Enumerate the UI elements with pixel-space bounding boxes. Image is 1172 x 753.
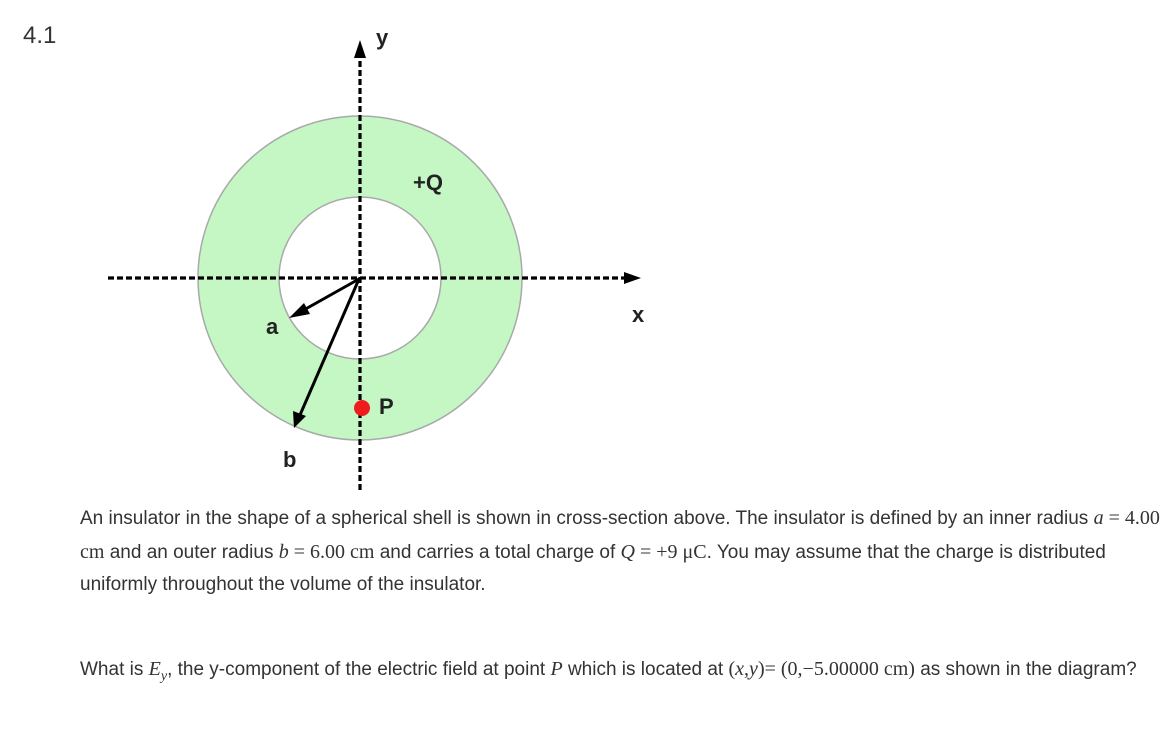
intro-text-3: and carries a total charge of (374, 541, 621, 563)
intro-text-1: An insulator in the shape of a spherical shell is shown in cross-section above. The insulator is defined by an inner radius (80, 508, 1094, 529)
e-variable: E (148, 658, 161, 680)
coordinate-value: = (0,−5.00000 cm) (764, 658, 915, 680)
charge-value: = +9 μC (635, 540, 707, 563)
e-subscript: y (160, 669, 168, 684)
y-variable: y (749, 658, 758, 680)
charge-expression (621, 541, 707, 563)
coord-open: ( (728, 658, 736, 680)
coordinate-expression (728, 658, 914, 680)
outer-radius-value: = 6.00 cm (288, 540, 375, 563)
outer-radius-label: b (283, 447, 297, 472)
question-text-3: which is located at (562, 659, 729, 680)
point-p-marker (354, 400, 370, 416)
coord-close: ) (757, 658, 765, 680)
intro-text-4: . You may assume that the charge is distributed uniformly throughout the volume of the insulator. (80, 541, 1106, 595)
x-axis-label: x (632, 302, 645, 327)
y-axis-label: y (376, 25, 389, 50)
field-expression (148, 658, 168, 684)
question-text-4: as shown in the diagram? (914, 659, 1137, 680)
inner-radius-label: a (266, 314, 279, 339)
question-text-1: What is (80, 659, 149, 680)
point-p-label: P (379, 394, 394, 419)
problem-statement (80, 502, 1160, 602)
p-variable: P (550, 658, 563, 680)
x-variable: x (735, 658, 745, 680)
coord-comma: , (744, 658, 750, 680)
inner-radius-value: = 4.00 cm (80, 507, 1160, 563)
y-axis-arrowhead (354, 40, 366, 58)
q-variable: Q (620, 540, 635, 563)
outer-radius-expression (279, 541, 375, 563)
problem-number: 4.1 (23, 22, 57, 49)
a-variable: a (1093, 507, 1104, 529)
question (80, 653, 1160, 694)
charge-label: +Q (413, 170, 443, 195)
question-text-2: , the y-component of the electric field at point (167, 659, 551, 680)
b-variable: b (278, 540, 289, 563)
intro-text-2: and an outer radius (104, 541, 279, 563)
x-axis-arrowhead (624, 272, 641, 284)
